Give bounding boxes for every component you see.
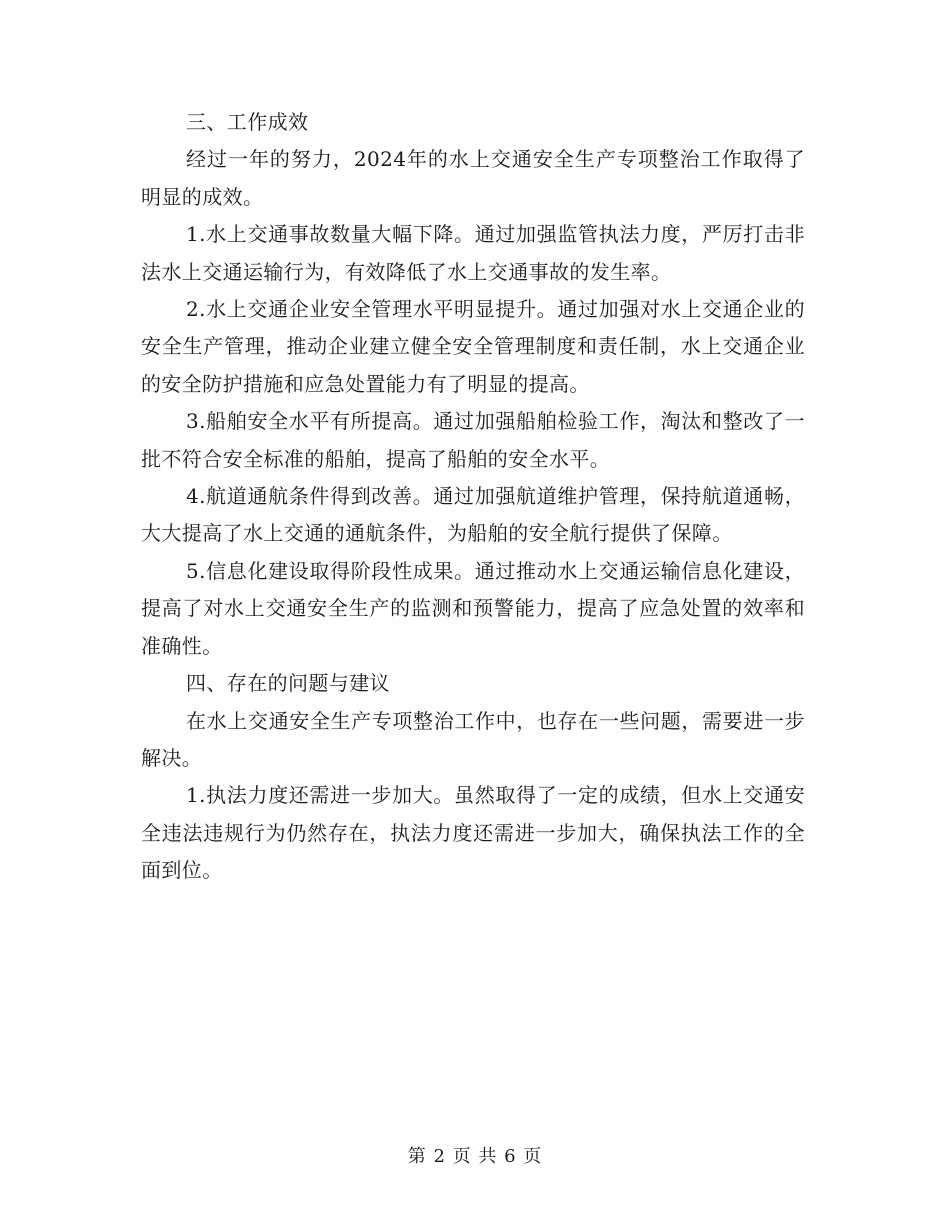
section-heading-achievements: 三、工作成效: [186, 110, 309, 134]
paragraph-achievement-4: 4.航道通航条件得到改善。通过加强航道维护管理，保持航道通畅，大大提高了水上交通的通航条件，为船舶的安全航行提供了保障。: [141, 484, 805, 546]
document-body: [141, 104, 805, 890]
paragraph-achievement-3: 3.船舶安全水平有所提高。通过加强船舶检验工作，淘汰和整改了一批不符合安全标准的船舶，提高了船舶的安全水平。: [141, 409, 805, 471]
paragraph-achievement-5: 5.信息化建设取得阶段性成果。通过推动水上交通运输信息化建设，提高了对水上交通安全生产的监测和预警能力，提高了应急处置的效率和准确性。: [141, 558, 805, 658]
paragraph-achievement-1: 1.水上交通事故数量大幅下降。通过加强监管执法力度，严厉打击非法水上交通运输行为，有效降低了水上交通事故的发生率。: [141, 222, 805, 284]
paragraph-issues-intro: 在水上交通安全生产专项整治工作中，也存在一些问题，需要进一步解决。: [141, 708, 805, 770]
page-number: 第 2 页 共 6 页: [407, 1146, 543, 1167]
page-footer: [0, 1145, 950, 1169]
paragraph-issue-1: 1.执法力度还需进一步加大。虽然取得了一定的成绩，但水上交通安全违法违规行为仍然存在，执法力度还需进一步加大，确保执法工作的全面到位。: [141, 783, 805, 883]
paragraph-achievements-intro: 经过一年的努力，2024年的水上交通安全生产专项整治工作取得了明显的成效。: [141, 147, 805, 209]
section-heading-issues: 四、存在的问题与建议: [186, 671, 390, 696]
paragraph-achievement-2: 2.水上交通企业安全管理水平明显提升。通过加强对水上交通企业的安全生产管理，推动企业建立健全安全管理制度和责任制，水上交通企业的安全防护措施和应急处置能力有了明显的提高。: [141, 297, 805, 396]
